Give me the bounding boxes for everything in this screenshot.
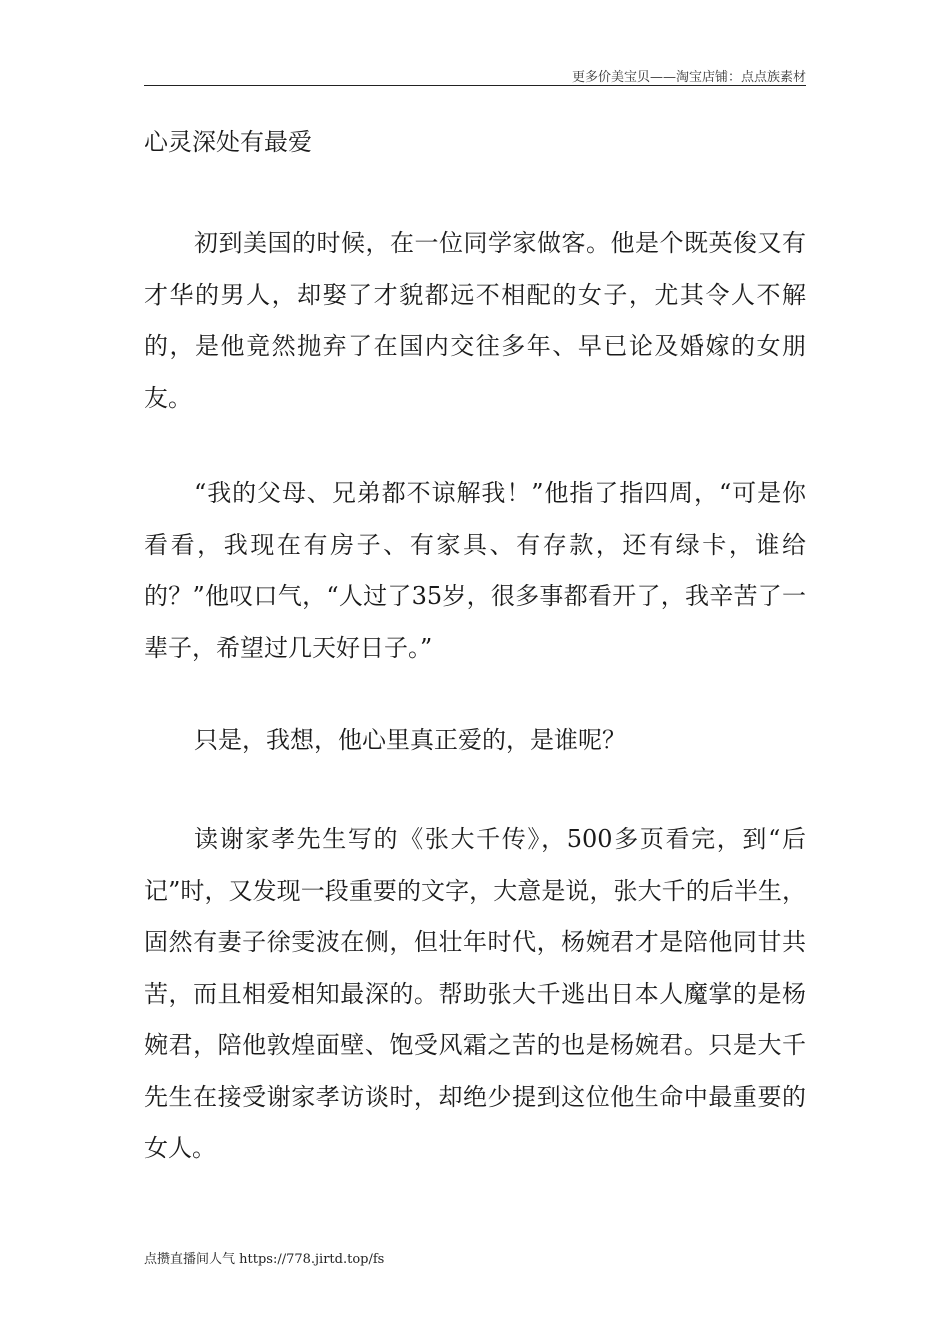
document-title: 心灵深处有最爱 — [144, 128, 312, 156]
page-footer-text: 点攒直播间人气 https://778.jirtd.top/fs — [144, 1252, 385, 1267]
body-paragraph-1: 初到美国的时候，在一位同学家做客。他是个既英俊又有才华的男人，却娶了才貌都远不相配的女子，尤其令人不解的，是他竟然抛弃了在国内交往多年、早已论及婚嫁的女朋友。 — [144, 229, 806, 412]
body-paragraph-2: “我的父母、兄弟都不谅解我！”他指了指四周，“可是你看看，我现在有房子、有家具、有存款，还有绿卡，谁给的？”他叹口气，“人过了35岁，很多事都看开了，我辛苦了一辈子，希望过几天好日子。” — [144, 479, 806, 662]
header-divider — [144, 85, 806, 86]
body-paragraph-3: 只是，我想，他心里真正爱的，是谁呢？ — [194, 726, 626, 754]
page-header-text: 更多价美宝贝——淘宝店铺：点点族素材 — [571, 70, 806, 85]
body-paragraph-4: 读谢家孝先生写的《张大千传》，500多页看完，到“后记”时，又发现一段重要的文字，大意是说，张大千的后半生，固然有妻子徐雯波在侧，但壮年时代，杨婉君才是陪他同甘共苦，而且相爱相知最深的。帮助张大千逃出日本人魔掌的是杨婉君，陪他敦煌面壁、饱受风霜之苦的也是杨婉君。只是大千先生在接受谢家孝访谈时，却绝少提到这位他生命中最重要的女人。 — [144, 825, 806, 1162]
